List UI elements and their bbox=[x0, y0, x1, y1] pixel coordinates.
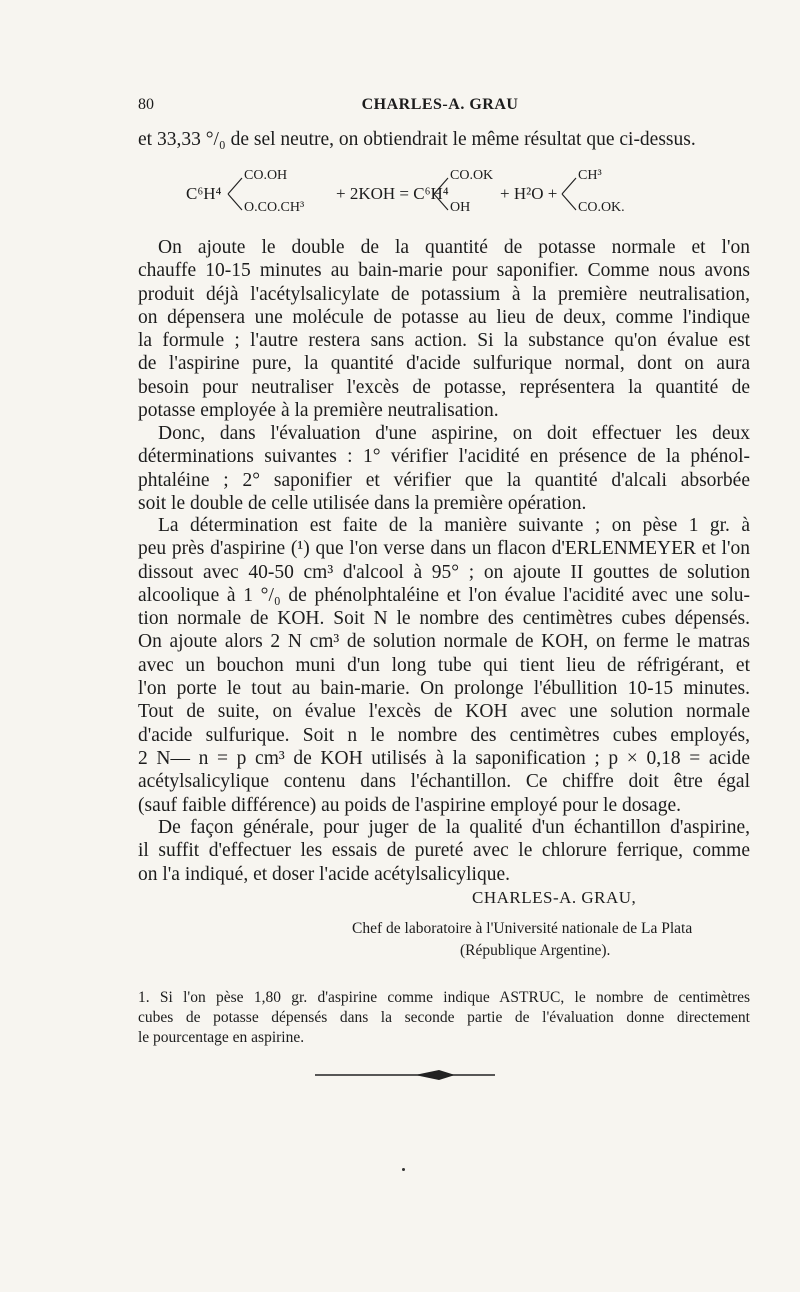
text-line: et 33,33 °/₀ de sel neutre, on obtiendrait le même résultat que ci-dessus. bbox=[138, 129, 696, 150]
plus-koh: + 2KOH = C⁶H⁴ bbox=[336, 184, 449, 203]
text-line: de l'aspirine pure, la quantité d'acide sulfurique normal, dont on aura bbox=[138, 353, 750, 375]
text-line: tion normale de KOH. Soit N le nombre des centimètres cubes dépensés. bbox=[138, 608, 750, 630]
paragraph-2 bbox=[138, 422, 750, 515]
lhs-bottom: O.CO.CH³ bbox=[244, 200, 305, 215]
page-number: 80 bbox=[138, 96, 154, 113]
print-speck bbox=[402, 1168, 405, 1171]
text-line: il suffit d'effectuer les essais de pureté avec le chlorure ferrique, comme bbox=[138, 840, 750, 862]
lhs-top: CO.OH bbox=[244, 168, 288, 183]
page-header bbox=[138, 96, 742, 120]
intro-text bbox=[138, 128, 750, 151]
text-line: potasse employée à la première neutralisation. bbox=[138, 400, 499, 422]
plus-water: + H²O + bbox=[500, 184, 558, 203]
author-signature: CHARLES-A. GRAU, bbox=[472, 888, 637, 907]
text-line: La détermination est faite de la manière suivante ; on pèse 1 gr. à bbox=[158, 515, 750, 536]
rhs-bottom: CO.OK. bbox=[578, 200, 625, 215]
text-line: dissout avec 40-50 cm³ d'alcool à 95° ; on ajoute II gouttes de solution bbox=[138, 561, 750, 583]
text-line: produit déjà l'acétylsalicylate de potassium à la première neutralisation, bbox=[138, 283, 750, 305]
text-line: alcoolique à 1 °/₀ de phénolphtaléine et l'on évalue l'acidité avec une solu- bbox=[138, 584, 750, 606]
mid-bottom: OH bbox=[450, 200, 471, 215]
text-line: chauffe 10-15 minutes au bain-marie pour saponifier. Comme nous avons bbox=[138, 260, 750, 282]
footnote-line: 1. Si l'on pèse 1,80 gr. d'aspirine comme indique ASTRUC, le nombre de centimètres bbox=[138, 989, 750, 1006]
text-line: la formule ; l'autre restera sans action. Si la substance qu'on évalue est bbox=[138, 330, 750, 352]
text-line: On ajoute alors 2 N cm³ de solution normale de KOH, on ferme le matras bbox=[138, 631, 750, 653]
text-line: peu près d'aspirine (¹) que l'on verse dans un flacon d'ERLENMEYER et l'on bbox=[138, 538, 750, 560]
footnote-line: cubes de potasse dépensés dans la seconde partie de l'évaluation donne directement bbox=[138, 1009, 750, 1026]
text-line: Donc, dans l'évaluation d'une aspirine, on doit effectuer les deux bbox=[158, 423, 750, 444]
text-line: soit le double de celle utilisée dans la première opération. bbox=[138, 492, 587, 514]
paragraph-4 bbox=[138, 816, 750, 886]
author-country: (République Argentine). bbox=[460, 942, 611, 959]
chemical-equation bbox=[186, 170, 706, 218]
paragraph-3 bbox=[138, 514, 750, 817]
text-line: 2 N— n = p cm³ de KOH utilisés à la saponification ; p × 0,18 = acide bbox=[138, 747, 750, 769]
text-line: on l'a indiqué, et doser l'acide acétylsalicylique. bbox=[138, 863, 510, 885]
author-affiliation: Chef de laboratoire à l'Université nationale de La Plata bbox=[352, 920, 693, 937]
text-line: besoin pour neutraliser l'excès de potasse, représentera la quantité de bbox=[138, 376, 750, 398]
text-line: on dépensera une molécule de potasse au lieu de deux, comme l'indique bbox=[138, 306, 750, 328]
mid-top: CO.OK bbox=[450, 168, 494, 183]
footnote-line: le pourcentage en aspirine. bbox=[138, 1029, 305, 1046]
text-line: On ajoute le double de la quantité de potasse normale et l'on bbox=[158, 237, 750, 258]
text-line: phtaléine ; 2° saponifier et vérifier que la quantité d'alcali absorbée bbox=[138, 469, 750, 491]
text-line: d'acide sulfurique. Soit n le nombre des centimètres cubes employés, bbox=[138, 724, 750, 746]
running-head: CHARLES-A. GRAU bbox=[361, 96, 519, 113]
footnote bbox=[138, 988, 750, 1048]
section-end-ornament bbox=[315, 1068, 495, 1082]
text-line: De façon générale, pour juger de la qualité d'un échantillon d'aspirine, bbox=[158, 817, 750, 838]
text-line: (sauf faible différence) au poids de l'aspirine employé pour le dosage. bbox=[138, 794, 681, 816]
lhs-base: C⁶H⁴ bbox=[186, 184, 222, 203]
text-line: avec un bouchon muni d'un long tube qui tient lieu de réfrigérant, et bbox=[138, 654, 750, 676]
text-line: Tout de suite, on évalue l'excès de KOH avec une solution normale bbox=[138, 701, 750, 723]
text-line: l'on porte le tout au bain-marie. On prolonge l'ébullition 10-15 minutes. bbox=[138, 678, 750, 700]
text-line: déterminations suivantes : 1° vérifier l'acidité en présence de la phénol- bbox=[138, 446, 750, 468]
paragraph-1 bbox=[138, 236, 750, 422]
rhs-top: CH³ bbox=[578, 168, 602, 183]
text-line: acétylsalicylique contenu dans l'échantillon. Ce chiffre doit être égal bbox=[138, 771, 750, 793]
